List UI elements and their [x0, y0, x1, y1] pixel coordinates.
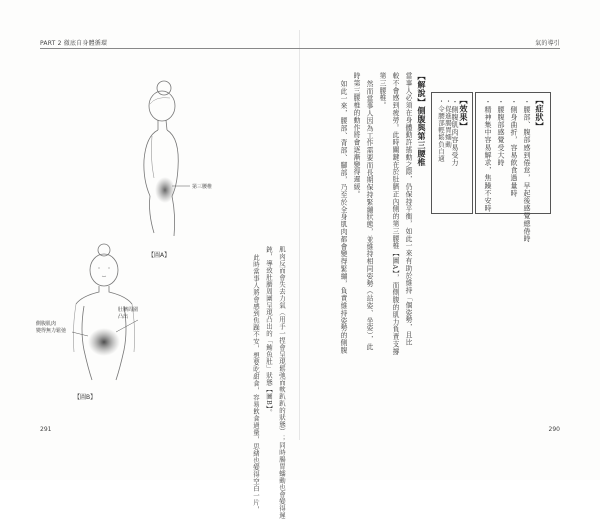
- symptom-item: ・精神集中容易解求，焦躁不安時: [484, 98, 492, 212]
- figure-b-callout-left: 側腹肌肉: [36, 321, 57, 327]
- running-header-right: 氣的導引: [535, 40, 560, 47]
- effect-item: ・側腹肌肉容易受力: [451, 98, 459, 167]
- effect-item: ・令腰部輕鬆負自適: [437, 98, 445, 162]
- explanation-line: 肌肉反而會失去力氣（用手一捏會呈現鬆弛而軟趴趴的狀態）；同時腸胃蠕動也會變得遲: [278, 246, 286, 519]
- symptom-item: ・腰腹部感覺受大時: [497, 98, 505, 167]
- symptom-item: ・側身曲折，容易飲食過量時: [510, 98, 518, 197]
- figure-b-callout-right: 肚臍周圍: [118, 307, 139, 313]
- gutter: [299, 30, 300, 440]
- effect-item: ・促進腸胃蠕動: [444, 98, 452, 148]
- figure-b-label: 【圖B】: [74, 394, 97, 401]
- figure-a-label: 【圖A】: [148, 252, 171, 259]
- figure-b-callout-right: 凸出: [118, 314, 129, 320]
- figure-b-illustration: [62, 240, 152, 390]
- explanation-line: 第三腰椎。: [378, 72, 386, 109]
- running-header-left: PART 2 徹底自身體循環: [40, 40, 108, 47]
- header-rule-left: [40, 48, 300, 49]
- page-number-left: 291: [40, 426, 52, 433]
- symptom-item: ・腰部、腹部感到倦怠，早起後感覺總倦時: [523, 98, 531, 243]
- header-rule-right: [300, 48, 560, 49]
- explanation-line: 較不會感到疲勞。此時關鍵在於肚臍正內側的第三腰椎【圖A】，而側腹的肌力負責支撐: [391, 72, 399, 356]
- explanation-line: 鈍，導致肚臍周圍呈現凸出的「鮪魚肚」狀態【圖B】。: [265, 246, 273, 417]
- explanation-line: 當事人必須在身體動許搖動之際，仍保持平衡，如此一來有助於維持「個姿勢，且比: [404, 72, 412, 346]
- explanation-line: 如此一來，腰部、背部、腳部，乃至於全身肌肉都會變得緊繃，負責維持姿勢的側腹: [339, 80, 347, 354]
- figure-a-callout: 第三腰椎: [192, 184, 213, 190]
- effect-title: 【效果】: [459, 96, 469, 131]
- page-number-right: 290: [548, 426, 560, 433]
- explanation-line: 時第三腰椎的動作將會逐漸變得遲緩。: [352, 72, 360, 198]
- figure-a-illustration: [120, 78, 213, 238]
- explanation-line: 然而當事人因為工作需要而長期保持緊繃狀態，並維持相同姿勢（站姿、坐姿），此: [365, 80, 373, 351]
- explanation-line: 此時當事人將會感到焦躁不安，想要吃甜食，容易飲食過量，思緒也變得空白一片，: [252, 254, 260, 513]
- figure-b-callout-left: 變得無力鬆弛: [36, 328, 67, 334]
- symptom-title: 【症狀】: [535, 96, 545, 131]
- explanation-heading: 【解說】側腹與第三腰椎: [417, 72, 427, 167]
